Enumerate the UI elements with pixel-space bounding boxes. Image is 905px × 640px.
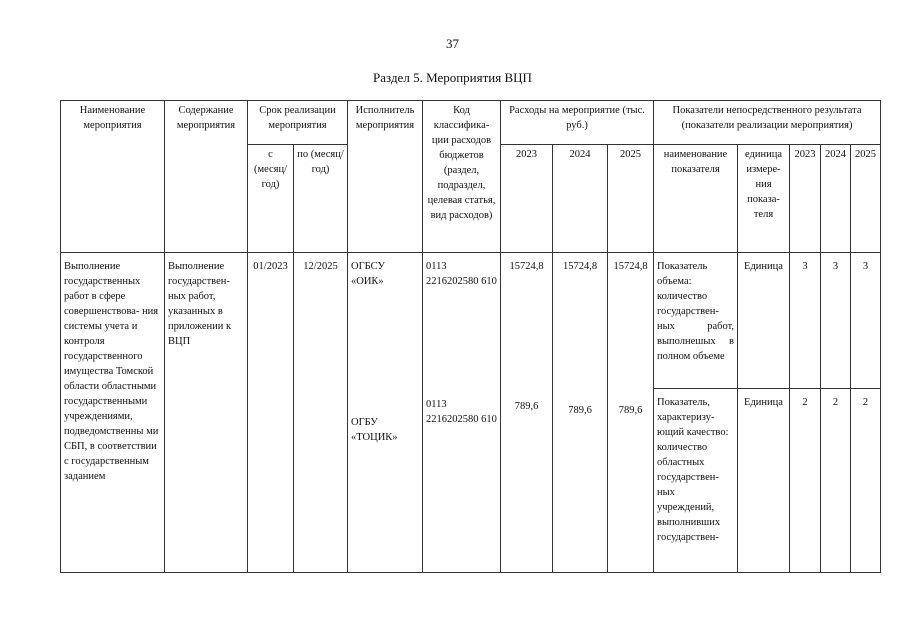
expense-1-2023: 15724,8 — [501, 253, 553, 389]
header-indicator-2025: 2025 — [851, 145, 881, 253]
period-from-value: 01/2023 — [248, 253, 294, 573]
indicator-2-2023: 2 — [790, 389, 821, 573]
indicator-1-name: Показатель объема: количество государствен- ных работ, выполнешых в полном объеме — [654, 253, 738, 389]
header-row-1 — [61, 101, 881, 145]
header-expense-2025: 2025 — [608, 145, 654, 253]
header-expense-2024: 2024 — [553, 145, 608, 253]
code-2: 0113 2216202580 610 — [423, 389, 501, 573]
indicator-1-unit: Единица — [738, 253, 790, 389]
header-indicator-name: наименование показателя — [654, 145, 738, 253]
header-content: Содержание мероприятия — [165, 101, 248, 253]
indicator-2-name: Показатель, характеризу- ющий качество: количество областных государствен- ных учреждений, выполнивших государствен- — [654, 389, 738, 573]
header-name: Наименование мероприятия — [61, 101, 165, 253]
header-period-from: с (месяц/ год) — [248, 145, 294, 253]
table-row — [61, 253, 881, 389]
indicator-1-2025: 3 — [851, 253, 881, 389]
expense-2-2023: 789,6 — [501, 389, 553, 573]
expense-2-2025: 789,6 — [608, 389, 654, 573]
period-to-value: 12/2025 — [294, 253, 348, 573]
code-1: 0113 2216202580 610 — [423, 253, 501, 389]
header-expense-2023: 2023 — [501, 145, 553, 253]
activity-name: Выполнение государственных работ в сфере совершенствова- ния системы учета и контроля государственного имущества Томской области областными государственными учреждениями, подведомственны ми СБП, в соответствии с государственным заданием — [61, 253, 165, 573]
header-period: Срок реализации мероприятия — [248, 101, 348, 145]
indicator-2-unit: Единица — [738, 389, 790, 573]
header-indicator-unit: единица измере- ния показа- теля — [738, 145, 790, 253]
page-number: 37 — [446, 36, 459, 51]
activity-content: Выполнение государствен- ных работ, указанных в приложении к ВЦП — [165, 253, 248, 573]
header-period-to: по (месяц/ год) — [294, 145, 348, 253]
indicator-1-2023: 3 — [790, 253, 821, 389]
expense-1-2024: 15724,8 — [553, 253, 608, 389]
activities-table — [60, 100, 881, 573]
executor-1: ОГБСУ «ОИК» — [348, 253, 423, 389]
indicator-2-2024: 2 — [821, 389, 851, 573]
header-indicator-2023: 2023 — [790, 145, 821, 253]
header-indicator-2024: 2024 — [821, 145, 851, 253]
section-title: Раздел 5. Мероприятия ВЦП — [373, 70, 532, 85]
header-expenses: Расходы на мероприятие (тыс. руб.) — [501, 101, 654, 145]
indicator-2-2025: 2 — [851, 389, 881, 573]
header-indicators: Показатели непосредственного результата (показатели реализации мероприятия) — [654, 101, 881, 145]
executor-2: ОГБУ «ТОЦИК» — [348, 389, 423, 573]
expense-1-2025: 15724,8 — [608, 253, 654, 389]
header-executor: Исполнитель мероприятия — [348, 101, 423, 253]
header-code: Код классифика- ции расходов бюджетов (раздел, подраздел, целевая статья, вид расходов) — [423, 101, 501, 253]
expense-2-2024: 789,6 — [553, 389, 608, 573]
indicator-1-2024: 3 — [821, 253, 851, 389]
